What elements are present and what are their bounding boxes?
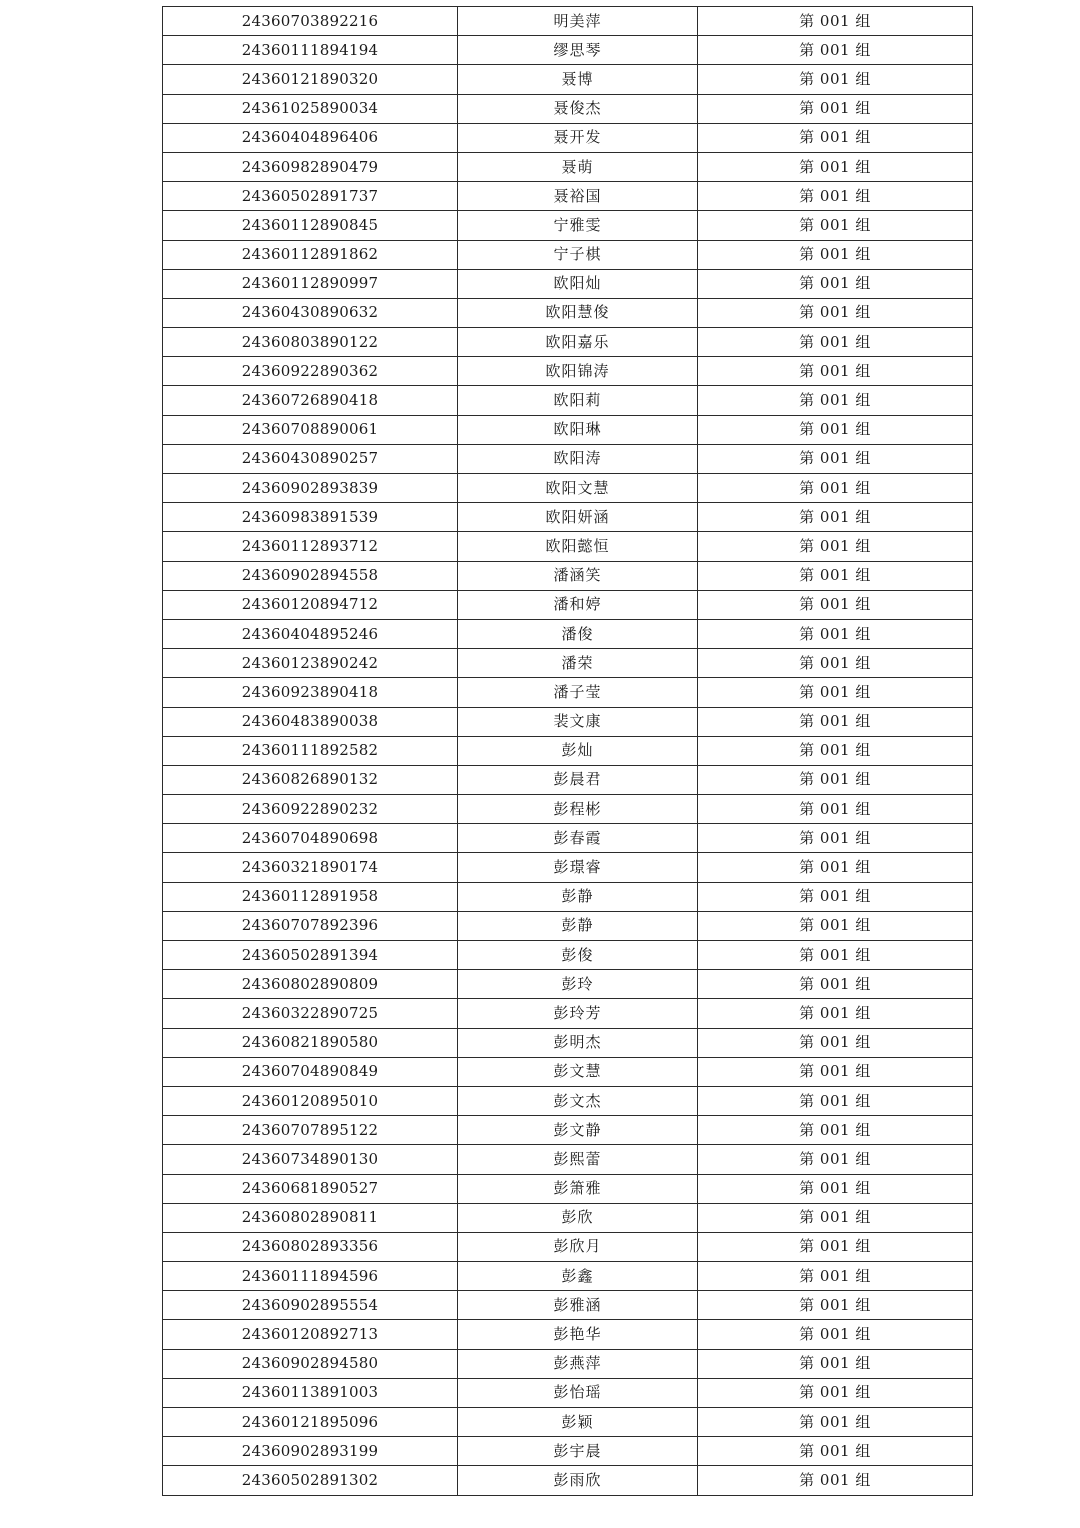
table-row [163,357,973,386]
table-row [163,386,973,415]
table-row [163,1145,973,1174]
group-cell: 第 001 组 [698,1145,973,1174]
table-row [163,970,973,999]
group-cell: 第 001 组 [698,1203,973,1232]
table-row [163,1349,973,1378]
candidate-id-cell: 24360121890320 [163,65,458,94]
candidate-id-cell: 24360111894596 [163,1262,458,1291]
group-cell: 第 001 组 [698,561,973,590]
candidate-name-cell: 彭明杰 [458,1028,698,1057]
table-row [163,619,973,648]
candidate-id-cell: 24360704890698 [163,824,458,853]
group-cell: 第 001 组 [698,298,973,327]
candidate-id-cell: 24360922890362 [163,357,458,386]
candidate-id-cell: 24360112891958 [163,882,458,911]
group-cell: 第 001 组 [698,941,973,970]
group-cell: 第 001 组 [698,211,973,240]
candidate-id-cell: 24360902894558 [163,561,458,590]
group-cell: 第 001 组 [698,444,973,473]
group-cell: 第 001 组 [698,1028,973,1057]
candidate-id-cell: 24360112893712 [163,532,458,561]
group-cell: 第 001 组 [698,795,973,824]
group-cell: 第 001 组 [698,1086,973,1115]
candidate-id-cell: 24360902893199 [163,1437,458,1466]
candidate-name-cell: 彭雅涵 [458,1291,698,1320]
candidate-id-cell: 24360121895096 [163,1408,458,1437]
candidate-id-cell: 24360404895246 [163,619,458,648]
candidate-name-cell: 欧阳懿恒 [458,532,698,561]
candidate-name-cell: 宁雅雯 [458,211,698,240]
group-cell: 第 001 组 [698,1232,973,1261]
group-cell: 第 001 组 [698,1378,973,1407]
candidate-name-cell: 聂萌 [458,152,698,181]
candidate-name-cell: 欧阳莉 [458,386,698,415]
candidate-id-cell: 24360112890997 [163,269,458,298]
candidate-id-cell: 24360430890632 [163,298,458,327]
candidate-id-cell: 24360113891003 [163,1378,458,1407]
group-cell: 第 001 组 [698,182,973,211]
candidate-name-cell: 彭熙蕾 [458,1145,698,1174]
table-row [163,1086,973,1115]
candidate-name-cell: 彭玲 [458,970,698,999]
candidate-name-cell: 彭程彬 [458,795,698,824]
candidate-name-cell: 潘涵笑 [458,561,698,590]
candidate-name-cell: 潘和婷 [458,590,698,619]
candidate-id-cell: 24360734890130 [163,1145,458,1174]
group-cell: 第 001 组 [698,649,973,678]
candidate-name-cell: 明美萍 [458,7,698,36]
group-cell: 第 001 组 [698,1262,973,1291]
candidate-id-cell: 24360321890174 [163,853,458,882]
group-cell: 第 001 组 [698,123,973,152]
table-row [163,269,973,298]
table-row [163,1262,973,1291]
candidate-id-cell: 24360430890257 [163,444,458,473]
candidate-id-cell: 24360802893356 [163,1232,458,1261]
table-row [163,1028,973,1057]
candidate-id-cell: 24361025890034 [163,94,458,123]
candidate-name-cell: 彭玲芳 [458,999,698,1028]
candidate-id-cell: 24360923890418 [163,678,458,707]
group-cell: 第 001 组 [698,736,973,765]
group-cell: 第 001 组 [698,65,973,94]
candidate-id-cell: 24360502891394 [163,941,458,970]
group-cell: 第 001 组 [698,94,973,123]
group-cell: 第 001 组 [698,474,973,503]
group-cell: 第 001 组 [698,36,973,65]
table-row [163,1437,973,1466]
group-cell: 第 001 组 [698,1320,973,1349]
candidate-name-cell: 彭晨君 [458,765,698,794]
group-cell: 第 001 组 [698,328,973,357]
table-row [163,1320,973,1349]
table-row [163,765,973,794]
group-cell: 第 001 组 [698,911,973,940]
candidate-id-cell: 24360112891862 [163,240,458,269]
candidate-name-cell: 彭燕萍 [458,1349,698,1378]
candidate-id-cell: 24360802890811 [163,1203,458,1232]
table-row [163,853,973,882]
candidate-id-cell: 24360502891302 [163,1466,458,1495]
candidate-name-cell: 彭怡瑶 [458,1378,698,1407]
candidate-id-cell: 24360502891737 [163,182,458,211]
table-row [163,649,973,678]
table-row [163,444,973,473]
candidate-name-cell: 欧阳灿 [458,269,698,298]
candidate-name-cell: 彭欣月 [458,1232,698,1261]
group-cell: 第 001 组 [698,1057,973,1086]
candidate-name-cell: 欧阳妍涵 [458,503,698,532]
candidate-id-cell: 24360802890809 [163,970,458,999]
roster-table-body [163,7,973,1496]
candidate-name-cell: 彭文静 [458,1116,698,1145]
candidate-name-cell: 欧阳锦涛 [458,357,698,386]
candidate-name-cell: 潘子莹 [458,678,698,707]
candidate-name-cell: 聂俊杰 [458,94,698,123]
candidate-id-cell: 24360821890580 [163,1028,458,1057]
candidate-id-cell: 24360707892396 [163,911,458,940]
table-row [163,1174,973,1203]
group-cell: 第 001 组 [698,386,973,415]
table-row [163,1378,973,1407]
candidate-name-cell: 聂博 [458,65,698,94]
candidate-id-cell: 24360902894580 [163,1349,458,1378]
candidate-name-cell: 彭颖 [458,1408,698,1437]
group-cell: 第 001 组 [698,853,973,882]
table-row [163,1232,973,1261]
table-row [163,1116,973,1145]
table-row [163,882,973,911]
group-cell: 第 001 组 [698,1174,973,1203]
candidate-name-cell: 宁子棋 [458,240,698,269]
group-cell: 第 001 组 [698,7,973,36]
table-row [163,240,973,269]
candidate-name-cell: 彭文慧 [458,1057,698,1086]
candidate-name-cell: 欧阳文慧 [458,474,698,503]
candidate-id-cell: 24360826890132 [163,765,458,794]
candidate-name-cell: 彭静 [458,882,698,911]
candidate-name-cell: 欧阳涛 [458,444,698,473]
table-row [163,736,973,765]
group-cell: 第 001 组 [698,882,973,911]
table-row [163,824,973,853]
group-cell: 第 001 组 [698,1349,973,1378]
table-row [163,152,973,181]
candidate-name-cell: 彭静 [458,911,698,940]
table-row [163,94,973,123]
candidate-id-cell: 24360704890849 [163,1057,458,1086]
candidate-name-cell: 彭璟睿 [458,853,698,882]
roster-table [162,6,973,1496]
candidate-id-cell: 24360726890418 [163,386,458,415]
table-row [163,911,973,940]
candidate-name-cell: 彭雨欣 [458,1466,698,1495]
table-row [163,678,973,707]
table-row [163,795,973,824]
candidate-id-cell: 24360123890242 [163,649,458,678]
group-cell: 第 001 组 [698,1466,973,1495]
table-row [163,328,973,357]
candidate-name-cell: 聂裕国 [458,182,698,211]
table-row [163,999,973,1028]
candidate-name-cell: 彭灿 [458,736,698,765]
candidate-name-cell: 欧阳琳 [458,415,698,444]
table-row [163,7,973,36]
table-row [163,65,973,94]
group-cell: 第 001 组 [698,1437,973,1466]
candidate-id-cell: 24360902895554 [163,1291,458,1320]
candidate-name-cell: 缪思琴 [458,36,698,65]
candidate-name-cell: 欧阳嘉乐 [458,328,698,357]
candidate-id-cell: 24360120892713 [163,1320,458,1349]
candidate-id-cell: 24360922890232 [163,795,458,824]
candidate-id-cell: 24360982890479 [163,152,458,181]
table-row [163,590,973,619]
group-cell: 第 001 组 [698,678,973,707]
table-row [163,561,973,590]
candidate-name-cell: 彭俊 [458,941,698,970]
table-row [163,941,973,970]
group-cell: 第 001 组 [698,532,973,561]
candidate-name-cell: 彭鑫 [458,1262,698,1291]
group-cell: 第 001 组 [698,357,973,386]
candidate-id-cell: 24360707895122 [163,1116,458,1145]
candidate-id-cell: 24360681890527 [163,1174,458,1203]
table-row [163,1291,973,1320]
roster-sheet [162,6,972,1496]
table-row [163,298,973,327]
candidate-id-cell: 24360322890725 [163,999,458,1028]
candidate-name-cell: 裴文康 [458,707,698,736]
table-row [163,36,973,65]
group-cell: 第 001 组 [698,707,973,736]
table-row [163,182,973,211]
table-row [163,1057,973,1086]
candidate-id-cell: 24360708890061 [163,415,458,444]
candidate-id-cell: 24360111894194 [163,36,458,65]
candidate-name-cell: 彭宇晨 [458,1437,698,1466]
group-cell: 第 001 组 [698,1408,973,1437]
candidate-name-cell: 潘荣 [458,649,698,678]
candidate-id-cell: 24360120895010 [163,1086,458,1115]
table-row [163,415,973,444]
candidate-id-cell: 24360983891539 [163,503,458,532]
candidate-name-cell: 彭春霞 [458,824,698,853]
table-row [163,707,973,736]
table-row [163,1408,973,1437]
candidate-name-cell: 欧阳慧俊 [458,298,698,327]
group-cell: 第 001 组 [698,619,973,648]
group-cell: 第 001 组 [698,999,973,1028]
candidate-name-cell: 彭文杰 [458,1086,698,1115]
group-cell: 第 001 组 [698,269,973,298]
group-cell: 第 001 组 [698,824,973,853]
group-cell: 第 001 组 [698,970,973,999]
table-row [163,1203,973,1232]
candidate-id-cell: 24360111892582 [163,736,458,765]
table-row [163,532,973,561]
candidate-name-cell: 潘俊 [458,619,698,648]
candidate-name-cell: 彭艳华 [458,1320,698,1349]
group-cell: 第 001 组 [698,240,973,269]
candidate-id-cell: 24360404896406 [163,123,458,152]
table-row [163,123,973,152]
candidate-id-cell: 24360803890122 [163,328,458,357]
group-cell: 第 001 组 [698,415,973,444]
group-cell: 第 001 组 [698,590,973,619]
group-cell: 第 001 组 [698,503,973,532]
group-cell: 第 001 组 [698,765,973,794]
group-cell: 第 001 组 [698,1291,973,1320]
table-row [163,503,973,532]
candidate-name-cell: 彭欣 [458,1203,698,1232]
table-row [163,474,973,503]
group-cell: 第 001 组 [698,1116,973,1145]
candidate-id-cell: 24360112890845 [163,211,458,240]
group-cell: 第 001 组 [698,152,973,181]
candidate-name-cell: 彭箫雅 [458,1174,698,1203]
candidate-id-cell: 24360120894712 [163,590,458,619]
candidate-id-cell: 24360483890038 [163,707,458,736]
candidate-name-cell: 聂开发 [458,123,698,152]
candidate-id-cell: 24360703892216 [163,7,458,36]
table-row [163,1466,973,1495]
candidate-id-cell: 24360902893839 [163,474,458,503]
table-row [163,211,973,240]
